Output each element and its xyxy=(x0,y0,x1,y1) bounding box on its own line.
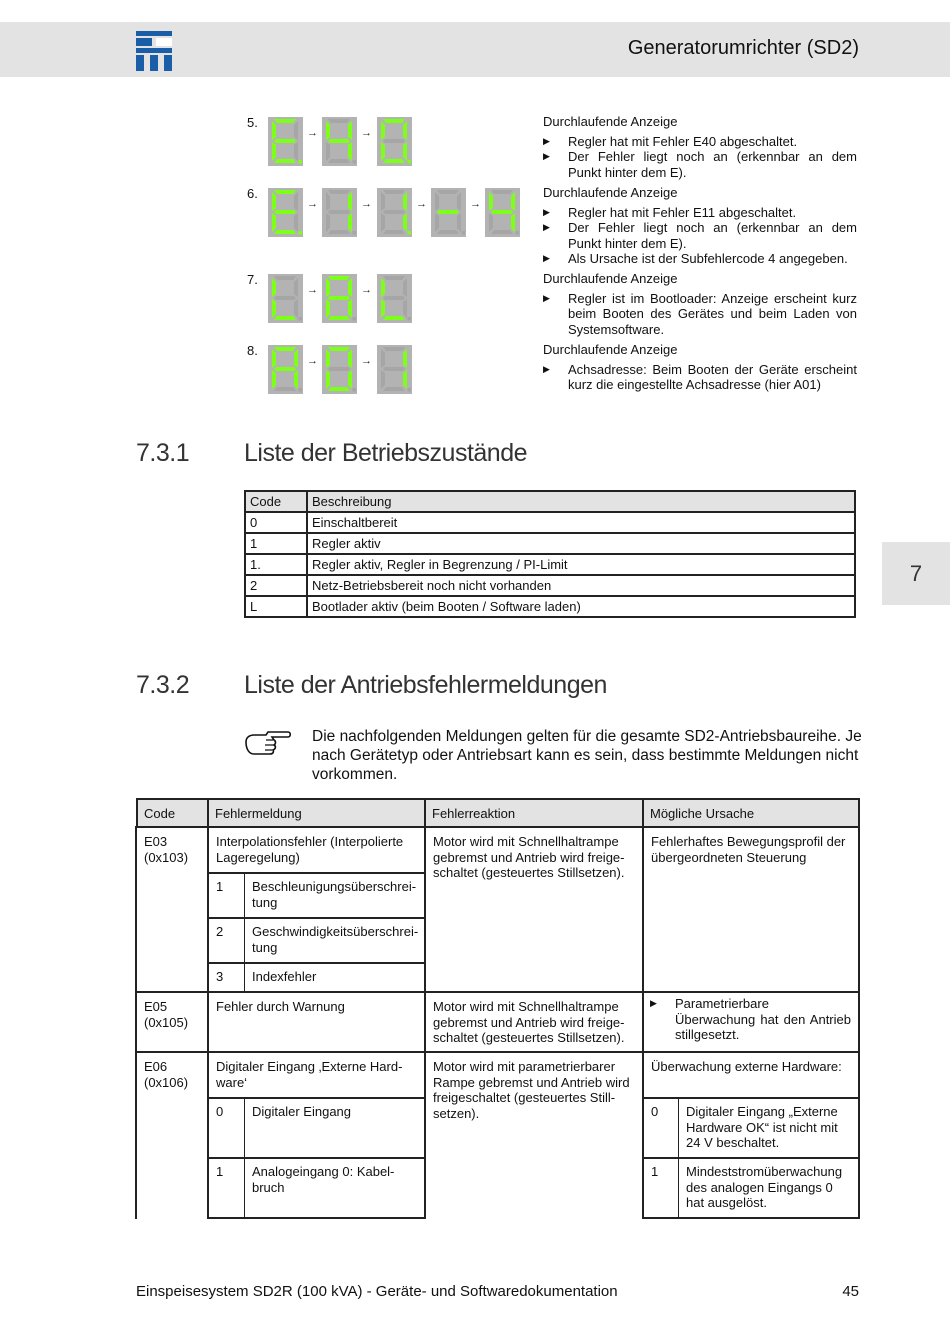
seven-segment-digit xyxy=(268,188,303,237)
description-heading: Durchlaufende Anzeige xyxy=(543,271,678,286)
seven-segment-digit xyxy=(322,188,357,237)
state-code-cell: 0 xyxy=(245,512,307,533)
arrow-right-icon: → xyxy=(361,127,372,139)
bullet-icon: ▶ xyxy=(543,206,550,217)
bullet-item xyxy=(543,251,857,267)
state-code-cell: 2 xyxy=(245,575,307,596)
bullet-text: Der Fehler liegt noch an (erkennbar an dem Punkt hinter dem E). xyxy=(568,149,857,180)
seven-segment-digit xyxy=(268,345,303,394)
e05-cause-text: Parametrierbare Überwachung hat den Antrieb stillgesetzt. xyxy=(675,996,851,1042)
state-code-cell: 1 xyxy=(245,533,307,554)
arrow-right-icon: → xyxy=(416,198,427,210)
bullet-text: Regler hat mit Fehler E40 abgeschaltet. xyxy=(568,133,798,149)
col-header-message: Fehlermeldung xyxy=(207,798,426,828)
table-row xyxy=(245,596,855,617)
seven-segment-digit xyxy=(268,274,303,323)
header-title: Generatorumrichter (SD2) xyxy=(627,37,859,59)
seven-segment-digit xyxy=(377,345,412,394)
seven-segment-digit xyxy=(431,188,466,237)
state-description-cell: Regler aktiv, Regler in Begrenzung / PI-Limit xyxy=(307,554,855,575)
company-logo xyxy=(136,31,172,71)
bullet-text: Als Ursache ist der Subfehlercode 4 angegeben. xyxy=(568,251,848,266)
e03-message: Interpolationsfehler (Interpolierte Lageregelung) xyxy=(216,834,404,865)
e03-sub-text: Indexfehler xyxy=(252,969,317,984)
step-number: 5. xyxy=(247,115,258,130)
seven-segment-digit xyxy=(377,274,412,323)
e06-reaction: Motor wird mit parametrierbarer Rampe gebremst und Antrieb wird freigeschaltet (gesteuertes Still- setzen). xyxy=(433,1059,630,1121)
e06-sub-number: 0 xyxy=(216,1104,224,1119)
description-heading: Durchlaufende Anzeige xyxy=(543,114,678,129)
e06-message: Digitaler Eingang ‚Externe Hard- ware‘ xyxy=(216,1059,403,1090)
state-description-cell: Regler aktiv xyxy=(307,533,855,554)
bullet-item xyxy=(543,205,857,221)
state-table-header xyxy=(245,491,855,512)
state-description-cell: Netz-Betriebsbereit noch nicht vorhanden xyxy=(307,575,855,596)
note-text: Die nachfolgenden Meldungen gelten für die gesamte SD2-Antriebsbaureihe. Je nach Gerätetyp oder Antriebsart kann es sein, dass bestimmte Meldungen nicht vorkommen. xyxy=(312,728,862,783)
e06-cause-sub-text: Digitaler Eingang „Externe Hardware OK“ ist nicht mit 24 V beschaltet. xyxy=(686,1104,838,1150)
state-code-cell: L xyxy=(245,596,307,617)
seven-segment-digit xyxy=(322,345,357,394)
section-title: Liste der Antriebsfehlermeldungen xyxy=(244,671,607,699)
table-row xyxy=(245,512,855,533)
seven-segment-digit xyxy=(322,274,357,323)
e03-sub-text: Beschleunigungsüberschrei- tung xyxy=(252,879,417,910)
e06-code: E06 (0x106) xyxy=(144,1059,189,1090)
step-number: 7. xyxy=(247,272,258,287)
state-code-cell: 1. xyxy=(245,554,307,575)
seven-segment-digit xyxy=(485,188,520,237)
arrow-right-icon: → xyxy=(307,284,318,296)
e05-code: E05 (0x105) xyxy=(144,999,189,1030)
table-row xyxy=(245,554,855,575)
bullet-item xyxy=(543,134,857,150)
state-description-cell: Einschaltbereit xyxy=(307,512,855,533)
section-title: Liste der Betriebszustände xyxy=(244,439,528,467)
arrow-right-icon: → xyxy=(307,355,318,367)
e06-sub-text: Analogeingang 0: Kabel- bruch xyxy=(252,1164,395,1195)
table-row xyxy=(245,533,855,554)
e06-sub-number: 1 xyxy=(216,1164,224,1179)
step-number: 6. xyxy=(247,186,258,201)
bullet-item xyxy=(543,291,857,338)
col-header-reaction: Fehlerreaktion xyxy=(424,798,644,828)
e03-cause: Fehlerhaftes Bewegungsprofil der übergeordneten Steuerung xyxy=(651,834,846,865)
col-header-code: Code xyxy=(136,798,209,828)
e03-code: E03 (0x103) xyxy=(144,834,189,865)
e03-sub-number: 3 xyxy=(216,969,224,984)
e06-cause-sub-number: 1 xyxy=(651,1164,659,1179)
seven-segment-digit xyxy=(377,117,412,166)
bullet-item xyxy=(543,362,857,393)
bullet-icon: ▶ xyxy=(543,363,550,374)
seven-segment-digit xyxy=(377,188,412,237)
col-header-cause: Mögliche Ursache xyxy=(642,798,860,828)
bullet-icon: ▶ xyxy=(543,253,550,263)
bullet-icon: ▶ xyxy=(543,151,550,161)
section-number: 7.3.1 xyxy=(136,439,190,467)
page-number: 45 xyxy=(842,1283,859,1300)
bullet-item xyxy=(543,220,857,251)
arrow-right-icon: → xyxy=(470,198,481,210)
e06-sub-text: Digitaler Eingang xyxy=(252,1104,352,1119)
arrow-right-icon: → xyxy=(307,127,318,139)
display-description xyxy=(543,114,857,180)
bullet-icon: ▶ xyxy=(650,998,657,1008)
display-description xyxy=(543,271,857,337)
bullet-item xyxy=(543,149,857,180)
bullet-text: Der Fehler liegt noch an (erkennbar an dem Punkt hinter dem E). xyxy=(568,220,857,251)
description-heading: Durchlaufende Anzeige xyxy=(543,185,678,200)
e06-cause-sub-text: Mindeststromüberwachung des analogen Eingangs 0 hat ausgelöst. xyxy=(686,1164,843,1210)
seven-segment-digit xyxy=(322,117,357,166)
state-description-cell: Bootlader aktiv (beim Booten / Software laden) xyxy=(307,596,855,617)
e05-cause xyxy=(644,990,858,1049)
step-number: 8. xyxy=(247,343,258,358)
bullet-text: Achsadresse: Beim Booten der Geräte erscheint kurz die eingestellte Achsadresse (hier A01) xyxy=(568,361,857,392)
arrow-right-icon: → xyxy=(307,198,318,210)
state-table xyxy=(244,490,856,618)
description-heading: Durchlaufende Anzeige xyxy=(543,342,678,357)
arrow-right-icon: → xyxy=(361,198,372,210)
bullet-text: Regler hat mit Fehler E11 abgeschaltet. xyxy=(568,204,797,220)
e05-message: Fehler durch Warnung xyxy=(216,999,345,1014)
chapter-tab[interactable]: 7 xyxy=(882,542,950,605)
pointing-hand-icon xyxy=(244,728,292,756)
table-row xyxy=(245,575,855,596)
bullet-icon: ▶ xyxy=(543,135,550,146)
section-number: 7.3.2 xyxy=(136,671,190,699)
display-description xyxy=(543,342,857,393)
e06-cause-sub-number: 0 xyxy=(651,1104,659,1119)
seven-segment-digit xyxy=(268,117,303,166)
bullet-text: Regler ist im Bootloader: Anzeige erscheint kurz beim Booten des Gerätes und beim Laden von Systemsoftware. xyxy=(568,290,857,337)
footer-title: Einspeisesystem SD2R (100 kVA) - Geräte- und Softwaredokumentation xyxy=(136,1283,618,1300)
e03-sub-text: Geschwindigkeitsüberschrei- tung xyxy=(252,924,419,955)
e03-sub-number: 1 xyxy=(216,879,224,894)
arrow-right-icon: → xyxy=(361,355,372,367)
state-code-cell: Code xyxy=(245,491,307,512)
display-description xyxy=(543,185,857,267)
e05-reaction: Motor wird mit Schnellhaltrampe gebremst und Antrieb wird freige- schaltet (gesteuertes Stillsetzen). xyxy=(433,999,625,1045)
e03-sub-number: 2 xyxy=(216,924,224,939)
bullet-icon: ▶ xyxy=(543,222,550,232)
e06-cause: Überwachung externe Hardware: xyxy=(651,1059,842,1074)
arrow-right-icon: → xyxy=(361,284,372,296)
state-description-cell: Beschreibung xyxy=(307,491,855,512)
e03-reaction: Motor wird mit Schnellhaltrampe gebremst und Antrieb wird freige- schaltet (gesteuertes Stillsetzen). xyxy=(433,834,625,880)
bullet-icon: ▶ xyxy=(543,292,550,303)
